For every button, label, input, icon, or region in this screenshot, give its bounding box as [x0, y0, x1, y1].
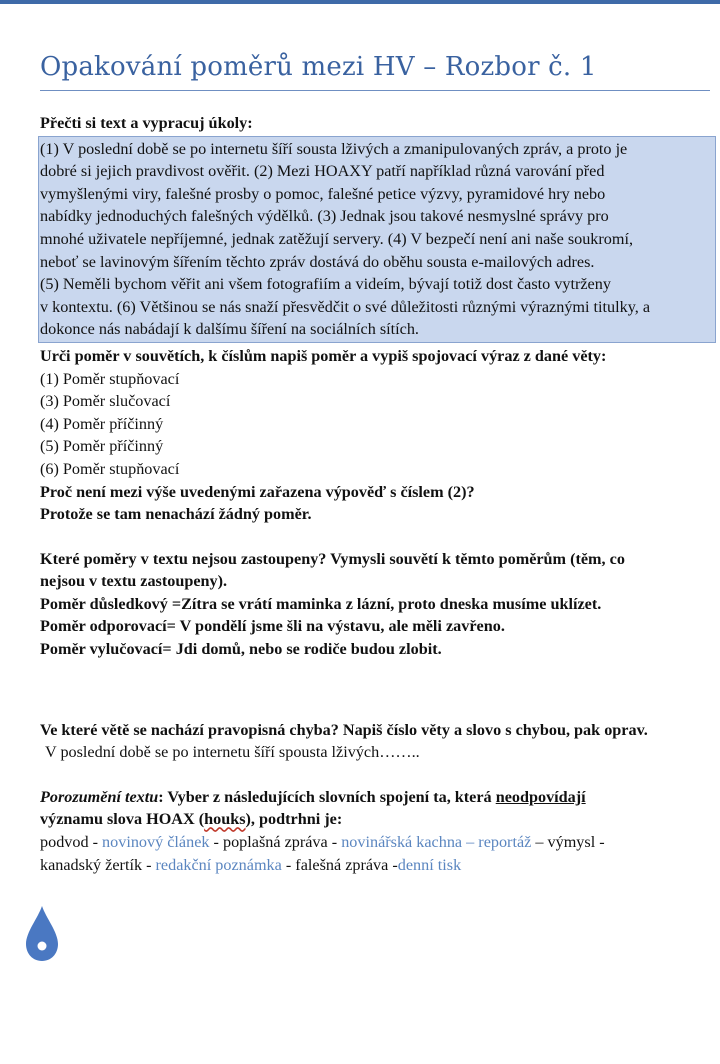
passage-line: mnohé uživatele nepříjemné, jednak zatěžují servery. (4) V bezpečí není ani naše soukromí, [40, 229, 634, 248]
answer-line: (4) Poměr příčinný [40, 414, 164, 433]
document-body [40, 112, 716, 876]
task-5-question-line1 [40, 786, 716, 809]
task-4-answer: V poslední době se po internetu šíří spousta lživých…….. [45, 743, 420, 762]
task-1-question: Urči poměr v souvětích, k číslům napiš poměr a vypiš spojovací výraz z dané věty: [40, 346, 607, 365]
word-choices-line2 [40, 854, 716, 877]
task-5-text-2a: významu slova HOAX ( [40, 810, 205, 829]
task-3-answer: Poměr vylučovací= Jdi domů, nebo se rodiče budou zlobit. [40, 640, 442, 659]
page-title: Opakování poměrů mezi HV – Rozbor č. 1 [40, 52, 597, 82]
passage-line: (1) V poslední době se po internetu šíří sousta lživých a zmanipulovaných zpráv, a proto je [40, 139, 628, 158]
task-4-question: Ve které větě se nachází pravopisná chyba? Napiš číslo věty a slovo s chybou, pak oprav. [40, 720, 648, 739]
choice-fragment: podvod [40, 833, 89, 852]
passage-line: nabídky jednoduchých falešných výdělků. (3) Jednak jsou takové nesmyslné správy pro [40, 207, 609, 226]
choice-fragment: redakční poznámka [155, 855, 282, 874]
title-underline [40, 90, 710, 91]
task-3-question-line1: Které poměry v textu nejsou zastoupeny? Vymysli souvětí k těmto poměrům (těm, co [40, 549, 625, 568]
spellcheck-word: houks [204, 810, 246, 829]
answer-line: (1) Poměr stupňovací [40, 369, 180, 388]
passage-line: dobré si jejich pravdivost ověřit. (2) Mezi HOAXY patří například různá varování před [40, 162, 605, 181]
water-drop-icon [24, 904, 60, 964]
passage-line: (5) Neměli bychom věřit ani všem fotografiím a videím, bývají totiž dost často vytrženy [40, 275, 611, 294]
choice-fragment: - falešná zpráva - [281, 855, 398, 874]
answer-line: (6) Poměr stupňovací [40, 459, 180, 478]
highlighted-passage [38, 136, 716, 343]
task-3-question-line2: nejsou v textu zastoupeny). [40, 572, 228, 591]
task-5-text: : Vyber z následujících slovních spojení ta, která [158, 787, 496, 806]
task-5-lead: Porozumění textu [40, 787, 159, 806]
instruction-heading: Přečti si text a vypracuj úkoly: [40, 114, 253, 132]
word-choices-line1 [40, 831, 716, 854]
choice-fragment: - [88, 833, 103, 852]
task-5-underlined: neodpovídají [495, 787, 586, 806]
task-2-answer: Protože se tam nenachází žádný poměr. [40, 505, 312, 524]
choice-fragment: novinový článek [102, 833, 210, 852]
task-3-answer: Poměr důsledkový =Zítra se vrátí maminka z lázní, proto dneska musíme uklízet. [40, 594, 602, 613]
passage-line: vymyšlenými viry, falešné prosby o pomoc, falešné petice výzvy, pyramidové hry nebo [40, 184, 606, 203]
top-accent-bar [0, 0, 720, 4]
task-5-question-line2 [40, 808, 716, 831]
choice-fragment: - poplašná zpráva - [209, 833, 342, 852]
task-5-text-2b: ), podtrhni je: [245, 810, 343, 829]
choice-fragment: – výmysl - [531, 833, 605, 852]
answer-line: (3) Poměr slučovací [40, 392, 171, 411]
task-3-answer: Poměr odporovací= V pondělí jsme šli na výstavu, ale měli zavřeno. [40, 617, 505, 636]
choice-fragment: denní tisk [397, 855, 462, 874]
choice-fragment: kanadský žertík - [40, 855, 156, 874]
passage-line: neboť se lavinovým šířením těchto zpráv dostává do oběhu sousta e-mailových adres. [40, 252, 595, 271]
passage-line: dokonce nás nabádají k dalšímu šíření na sociálních sítích. [40, 320, 419, 339]
passage-line: v kontextu. (6) Většinou se nás snaží přesvědčit o své důležitosti různými výraznými titulky, a [40, 297, 651, 316]
task-2-question: Proč není mezi výše uvedenými zařazena výpověď s číslem (2)? [40, 482, 475, 501]
choice-fragment: novinářská kachna – reportáž [341, 833, 532, 852]
answer-line: (5) Poměr příčinný [40, 437, 164, 456]
